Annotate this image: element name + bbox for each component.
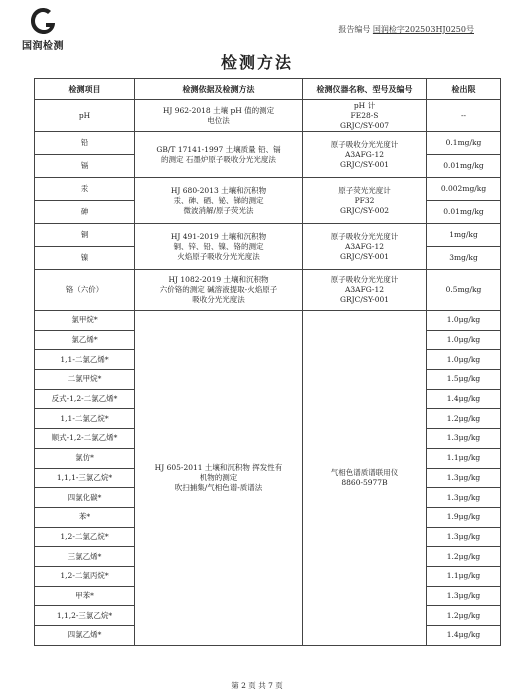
- detection-limit-cell: 1.3μg/kg: [427, 429, 501, 449]
- detection-limit-cell: 1.4μg/kg: [427, 389, 501, 409]
- detection-limit-cell: 1.2μg/kg: [427, 606, 501, 626]
- method-cell: [135, 311, 303, 646]
- instrument-line: GRJC/SY-001: [339, 251, 390, 261]
- column-header: 检测仪器名称、型号及编号: [303, 79, 427, 100]
- detection-limit-cell: 1.4μg/kg: [427, 626, 501, 646]
- method-line: 火焰原子吸收分光光度法: [177, 251, 260, 261]
- instrument-line: GRJC/SY-007: [339, 120, 390, 130]
- test-item-cell: 1,1,2-三氯乙烷*: [35, 606, 135, 626]
- table-row: [35, 224, 501, 247]
- method-line: 六价铬的测定 碱溶液提取-火焰原子: [159, 285, 278, 294]
- detection-limit-cell: --: [427, 100, 501, 132]
- method-line: HJ 680-2013 土壤和沉积物: [170, 185, 267, 195]
- detection-limit-cell: 1.0μg/kg: [427, 330, 501, 350]
- test-item-cell: 四氯化碳*: [35, 488, 135, 508]
- test-item-cell: 四氯乙烯*: [35, 626, 135, 646]
- method-line: 吸收分光光度法: [192, 295, 245, 304]
- method-line: 的测定 石墨炉原子吸收分光光度法: [161, 154, 276, 164]
- test-item-cell: pH: [35, 100, 135, 132]
- instrument-line: A3AFG-12: [344, 285, 385, 294]
- detection-limit-cell: 1.1μg/kg: [427, 566, 501, 586]
- test-item-cell: 1,1,1-三氯乙烷*: [35, 468, 135, 488]
- instrument-line: 原子吸收分光光度计: [330, 139, 399, 149]
- table-row: [35, 132, 501, 155]
- test-item-cell: 1,1-二氯乙烷*: [35, 409, 135, 429]
- instrument-line: GRJC/SY-001: [339, 159, 390, 169]
- detection-limit-cell: 1.0μg/kg: [427, 350, 501, 370]
- table-row: [35, 100, 501, 132]
- detection-limit-cell: 0.01mg/kg: [427, 155, 501, 178]
- detection-limit-cell: 1.2μg/kg: [427, 409, 501, 429]
- instrument-line: A3AFG-12: [344, 241, 385, 251]
- instrument-line: pH 计: [353, 100, 376, 110]
- instrument-cell: [303, 178, 427, 224]
- instrument-line: 8860-5977B: [341, 477, 388, 487]
- instrument-cell: [303, 100, 427, 132]
- methods-table: [34, 78, 501, 646]
- page-number: 第 2 页 共 7 页: [231, 681, 283, 690]
- instrument-cell: [303, 311, 427, 646]
- method-cell: [135, 224, 303, 270]
- table-row: [35, 178, 501, 201]
- logo-text: 国润检测: [22, 41, 64, 52]
- method-line: GB/T 17141-1997 土壤质量 铅、镉: [156, 144, 281, 154]
- test-item-cell: 氯乙烯*: [35, 330, 135, 350]
- test-item-cell: 三氯乙烯*: [35, 547, 135, 567]
- detection-limit-cell: 1.3μg/kg: [427, 527, 501, 547]
- report-number-label: 报告编号: [338, 25, 371, 34]
- instrument-line: PF32: [354, 195, 375, 205]
- company-logo: [12, 6, 74, 54]
- instrument-line: 原子吸收分光光度计: [330, 275, 399, 284]
- instrument-line: 原子荧光光度计: [338, 185, 391, 195]
- instrument-cell: [303, 224, 427, 270]
- detection-limit-cell: 0.002mg/kg: [427, 178, 501, 201]
- table-row: [35, 311, 501, 331]
- method-line: 吹扫捕集/气相色谱-质谱法: [174, 482, 263, 492]
- detection-limit-cell: 1.1μg/kg: [427, 448, 501, 468]
- table-header-row: [35, 79, 501, 100]
- test-item-cell: 1,2-二氯乙烷*: [35, 527, 135, 547]
- instrument-line: A3AFG-12: [344, 149, 385, 159]
- instrument-line: 气相色谱质谱联用仪: [330, 467, 399, 477]
- report-number: [338, 24, 474, 35]
- test-item-cell: 镉: [35, 155, 135, 178]
- method-line: HJ 605-2011 土壤和沉积物 挥发性有: [154, 462, 283, 472]
- table-row: [35, 270, 501, 311]
- method-cell: [135, 178, 303, 224]
- instrument-line: 原子吸收分光光度计: [330, 231, 399, 241]
- test-item-cell: 顺式-1,2-二氯乙烯*: [35, 429, 135, 449]
- instrument-line: GRJC/SY-002: [339, 205, 390, 215]
- instrument-cell: [303, 132, 427, 178]
- instrument-line: GRJC/SY-001: [339, 295, 390, 304]
- detection-limit-cell: 1.0μg/kg: [427, 311, 501, 331]
- method-cell: [135, 132, 303, 178]
- detection-limit-cell: 1.3μg/kg: [427, 488, 501, 508]
- test-item-cell: 镍: [35, 247, 135, 270]
- detection-limit-cell: 3mg/kg: [427, 247, 501, 270]
- instrument-cell: [303, 270, 427, 311]
- detection-limit-cell: 1.2μg/kg: [427, 547, 501, 567]
- page-title: 检测方法: [220, 53, 293, 72]
- test-item-cell: 氯甲烷*: [35, 311, 135, 331]
- method-line: HJ 962-2018 土壤 pH 值的测定: [162, 105, 275, 115]
- column-header: 检测依据及检测方法: [135, 79, 303, 100]
- test-item-cell: 砷: [35, 201, 135, 224]
- detection-limit-cell: 1mg/kg: [427, 224, 501, 247]
- method-line: 机物的测定: [199, 472, 238, 482]
- test-item-cell: 1,2-二氯丙烷*: [35, 566, 135, 586]
- test-item-cell: 1,1-二氯乙烯*: [35, 350, 135, 370]
- column-header: 检出限: [427, 79, 501, 100]
- detection-limit-cell: 1.9μg/kg: [427, 507, 501, 527]
- instrument-line: FE28-S: [350, 110, 379, 120]
- test-item-cell: 甲苯*: [35, 586, 135, 606]
- test-item-cell: 铅: [35, 132, 135, 155]
- method-line: 铜、锌、铅、镍、铬的测定: [173, 241, 264, 251]
- detection-limit-cell: 1.3μg/kg: [427, 468, 501, 488]
- test-item-cell: 氯仿*: [35, 448, 135, 468]
- test-item-cell: 铜: [35, 224, 135, 247]
- test-item-cell: 反式-1,2-二氯乙烯*: [35, 389, 135, 409]
- detection-limit-cell: 1.3μg/kg: [427, 586, 501, 606]
- detection-limit-cell: 0.1mg/kg: [427, 132, 501, 155]
- method-line: HJ 1082-2019 土壤和沉积物: [168, 275, 269, 284]
- column-header: 检测项目: [35, 79, 135, 100]
- test-item-cell: 苯*: [35, 507, 135, 527]
- detection-limit-cell: 0.01mg/kg: [427, 201, 501, 224]
- method-cell: [135, 100, 303, 132]
- test-item-cell: 铬（六价）: [35, 270, 135, 311]
- method-cell: [135, 270, 303, 311]
- report-number-value: 国润检字202503HJ0250号: [372, 25, 474, 34]
- method-line: HJ 491-2019 土壤和沉积物: [170, 231, 267, 241]
- test-item-cell: 二氯甲烷*: [35, 370, 135, 390]
- test-item-cell: 汞: [35, 178, 135, 201]
- method-line: 电位法: [207, 115, 230, 125]
- detection-limit-cell: 0.5mg/kg: [427, 270, 501, 311]
- logo-mark-icon: [28, 6, 58, 36]
- method-line: 微波消解/原子荧光法: [183, 205, 254, 215]
- method-line: 汞、砷、硒、铋、锑的测定: [173, 195, 264, 205]
- detection-limit-cell: 1.5μg/kg: [427, 370, 501, 390]
